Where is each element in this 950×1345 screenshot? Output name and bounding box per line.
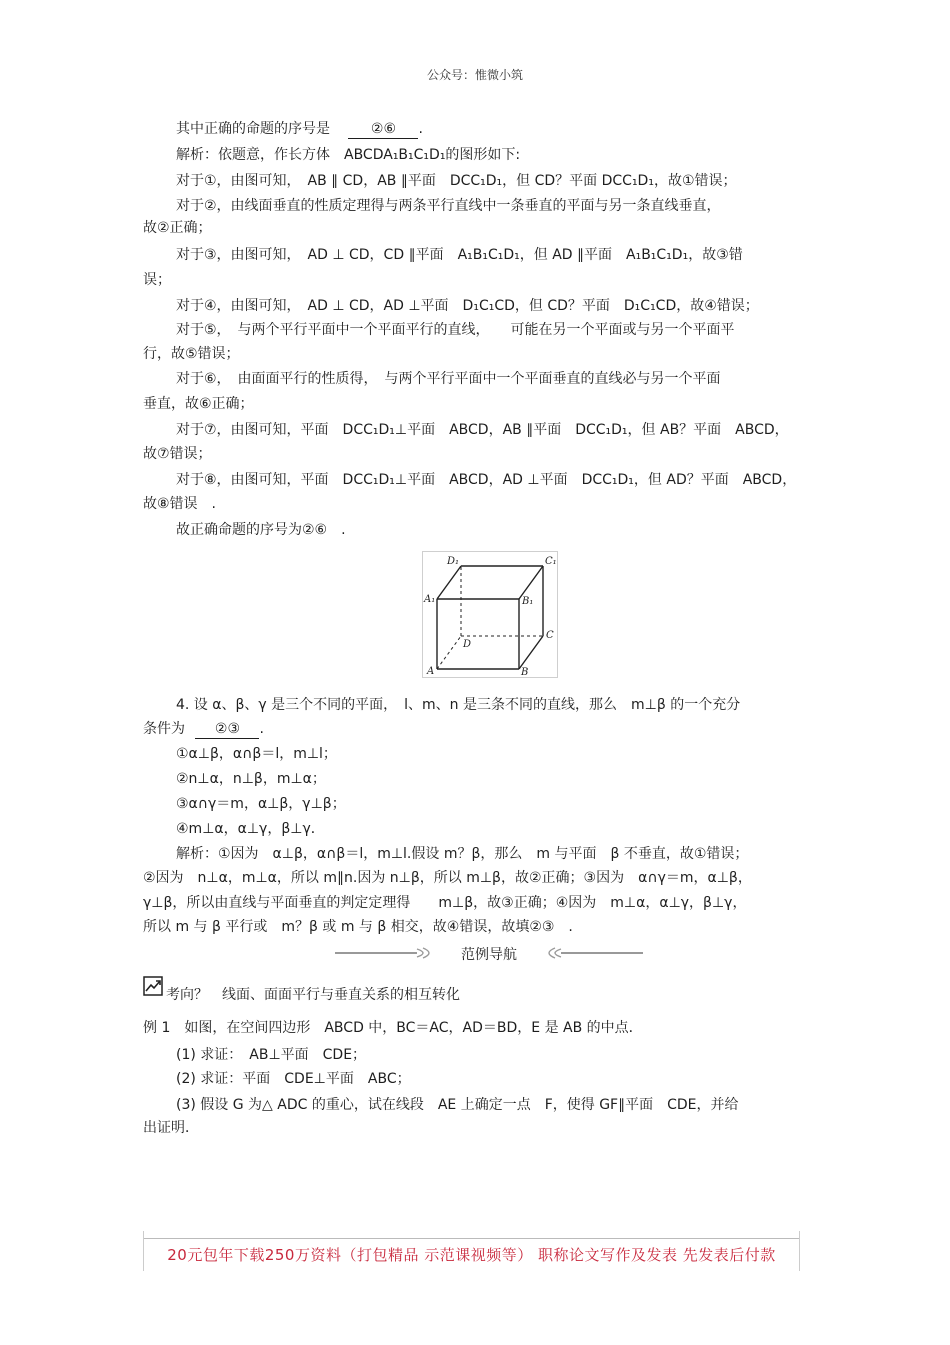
edge-B1-C1 [519, 566, 543, 599]
cuboid-diagram [423, 552, 557, 677]
label-D: D [463, 639, 472, 650]
q4-stem-a: 4. 设 α、β、γ 是三个不同的平面， l、m、n 是三条不同的直线，那么 m⊥β 的一个充分 [176, 697, 741, 713]
label-D1: D₁ [447, 556, 460, 567]
analysis-3a: 对于③，由图可知， AD ⊥ CD，CD ∥平面 A₁B₁C₁D₁，但 AD ∥平面 A₁B₁C₁D₁，故③错 [176, 247, 743, 263]
label-A: A [427, 666, 435, 677]
trend-chart-icon [143, 976, 163, 996]
q4-option-1: ①α⊥β，α∩β＝l，m⊥l； [176, 746, 337, 762]
label-C1: C₁ [545, 556, 557, 567]
analysis-7b: 故⑦错误； [143, 446, 212, 462]
example-1-q2: (2) 求证：平面 CDE⊥平面 ABC； [176, 1071, 411, 1087]
analysis-5a: 对于⑤， 与两个平行平面中一个平面平行的直线， 可能在另一个平面或与另一个平面平 [176, 322, 735, 338]
label-C: C [546, 630, 554, 641]
analysis-2b: 故②正确； [143, 220, 212, 236]
analysis-2a: 对于②，由线面垂直的性质定理得与两条平行直线中一条垂直的平面与另一条直线垂直， [176, 198, 721, 214]
label-B1: B₁ [522, 596, 534, 607]
analysis-4: 对于④，由图可知， AD ⊥ CD，AD ⊥平面 D₁C₁CD，但 CD？平面 D₁C₁CD，故④错误； [176, 298, 759, 314]
analysis-6b: 垂直，故⑥正确； [143, 396, 254, 412]
analysis-intro: 解析：依题意，作长方体 ABCDA₁B₁C₁D₁的图形如下: [176, 147, 521, 163]
footer-rule [143, 1238, 800, 1239]
q4-option-4: ④m⊥α，α⊥γ，β⊥γ． [176, 821, 325, 837]
cuboid-figure [422, 551, 558, 678]
q4-answer-blank: ②③ [195, 720, 259, 739]
section-nav-banner [333, 942, 645, 964]
example-1-q1: (1) 求证： AB⊥平面 CDE； [176, 1047, 367, 1063]
analysis-8b: 故⑧错误 . [143, 496, 217, 512]
analysis-6a: 对于⑥， 由面面平行的性质得， 与两个平行平面中一个平面垂直的直线必与另一个平面 [176, 371, 721, 387]
edge-A-D [437, 636, 461, 669]
q4-option-3: ③α∩γ＝m，α⊥β，γ⊥β； [176, 796, 346, 812]
q4-solution-b: ②因为 n⊥α，m⊥α，所以 m∥n.因为 n⊥β，所以 m⊥β，故②正确；③因为 α∩γ＝m，α⊥β， [143, 870, 752, 886]
label-A1: A₁ [424, 594, 436, 605]
analysis-conclusion: 故正确命题的序号为②⑥ . [176, 522, 346, 538]
example-1-q3a: (3) 假设 G 为△ ADC 的重心，试在线段 AE 上确定一点 F，使得 GF∥平面 CDE，并给 [176, 1097, 739, 1113]
footer-advertisement: 20元包年下载250万资料（打包精品 示范课视频等） 职称论文写作及发表 先发表后付款 [167, 1246, 776, 1264]
q4-solution-d: 所以 m 与 β 平行或 m？β 或 m 与 β 相交，故④错误，故填②③ . [143, 919, 573, 935]
nav-title: 范例导航 [461, 947, 517, 963]
analysis-3b: 误； [143, 272, 171, 288]
answer-line [176, 120, 423, 139]
answer-prefix: 其中正确的命题的序号是 [176, 121, 330, 137]
answer-blank: ②⑥ [348, 120, 418, 139]
analysis-5b: 行，故⑤错误； [143, 346, 240, 362]
analysis-1: 对于①，由图可知， AB ∥ CD，AB ∥平面 DCC₁D₁，但 CD？平面 DCC₁D₁，故①错误； [176, 173, 737, 189]
analysis-8a: 对于⑧，由图可知，平面 DCC₁D₁⊥平面 ABCD，AD ⊥平面 DCC₁D₁，但 AD？平面 ABCD， [176, 472, 797, 488]
example-1-q3b: 出证明． [143, 1120, 199, 1136]
page-header: 公众号：惟微小筑 [426, 68, 523, 82]
q4-stem-suffix: . [259, 721, 264, 737]
edge-A1-D1 [437, 566, 461, 599]
q4-stem-prefix: 条件为 [143, 721, 185, 737]
q4-option-2: ②n⊥α，n⊥β，m⊥α； [176, 771, 326, 787]
q4-solution-c: γ⊥β，所以由直线与平面垂直的判定定理得 m⊥β，故③正确；④因为 m⊥α，α⊥γ，β⊥γ， [143, 895, 747, 911]
example-1-stem: 例 1 如图，在空间四边形 ABCD 中，BC＝AC，AD＝BD，E 是 AB 的中点． [143, 1020, 643, 1036]
analysis-7a: 对于⑦，由图可知，平面 DCC₁D₁⊥平面 ABCD，AB ∥平面 DCC₁D₁，但 AB？平面 ABCD， [176, 422, 789, 438]
q4-solution-a: 解析：①因为 α⊥β，α∩β＝l，m⊥l.假设 m？β，那么 m 与平面 β 不垂直，故①错误； [176, 846, 749, 862]
q4-stem-b [143, 720, 264, 739]
right-ornament-icon [541, 946, 645, 960]
answer-suffix: . [418, 121, 423, 137]
edge-B-C [519, 636, 543, 669]
section-title: 考向？ 线面、面面平行与垂直关系的相互转化 [166, 987, 460, 1003]
label-B: B [521, 667, 529, 677]
